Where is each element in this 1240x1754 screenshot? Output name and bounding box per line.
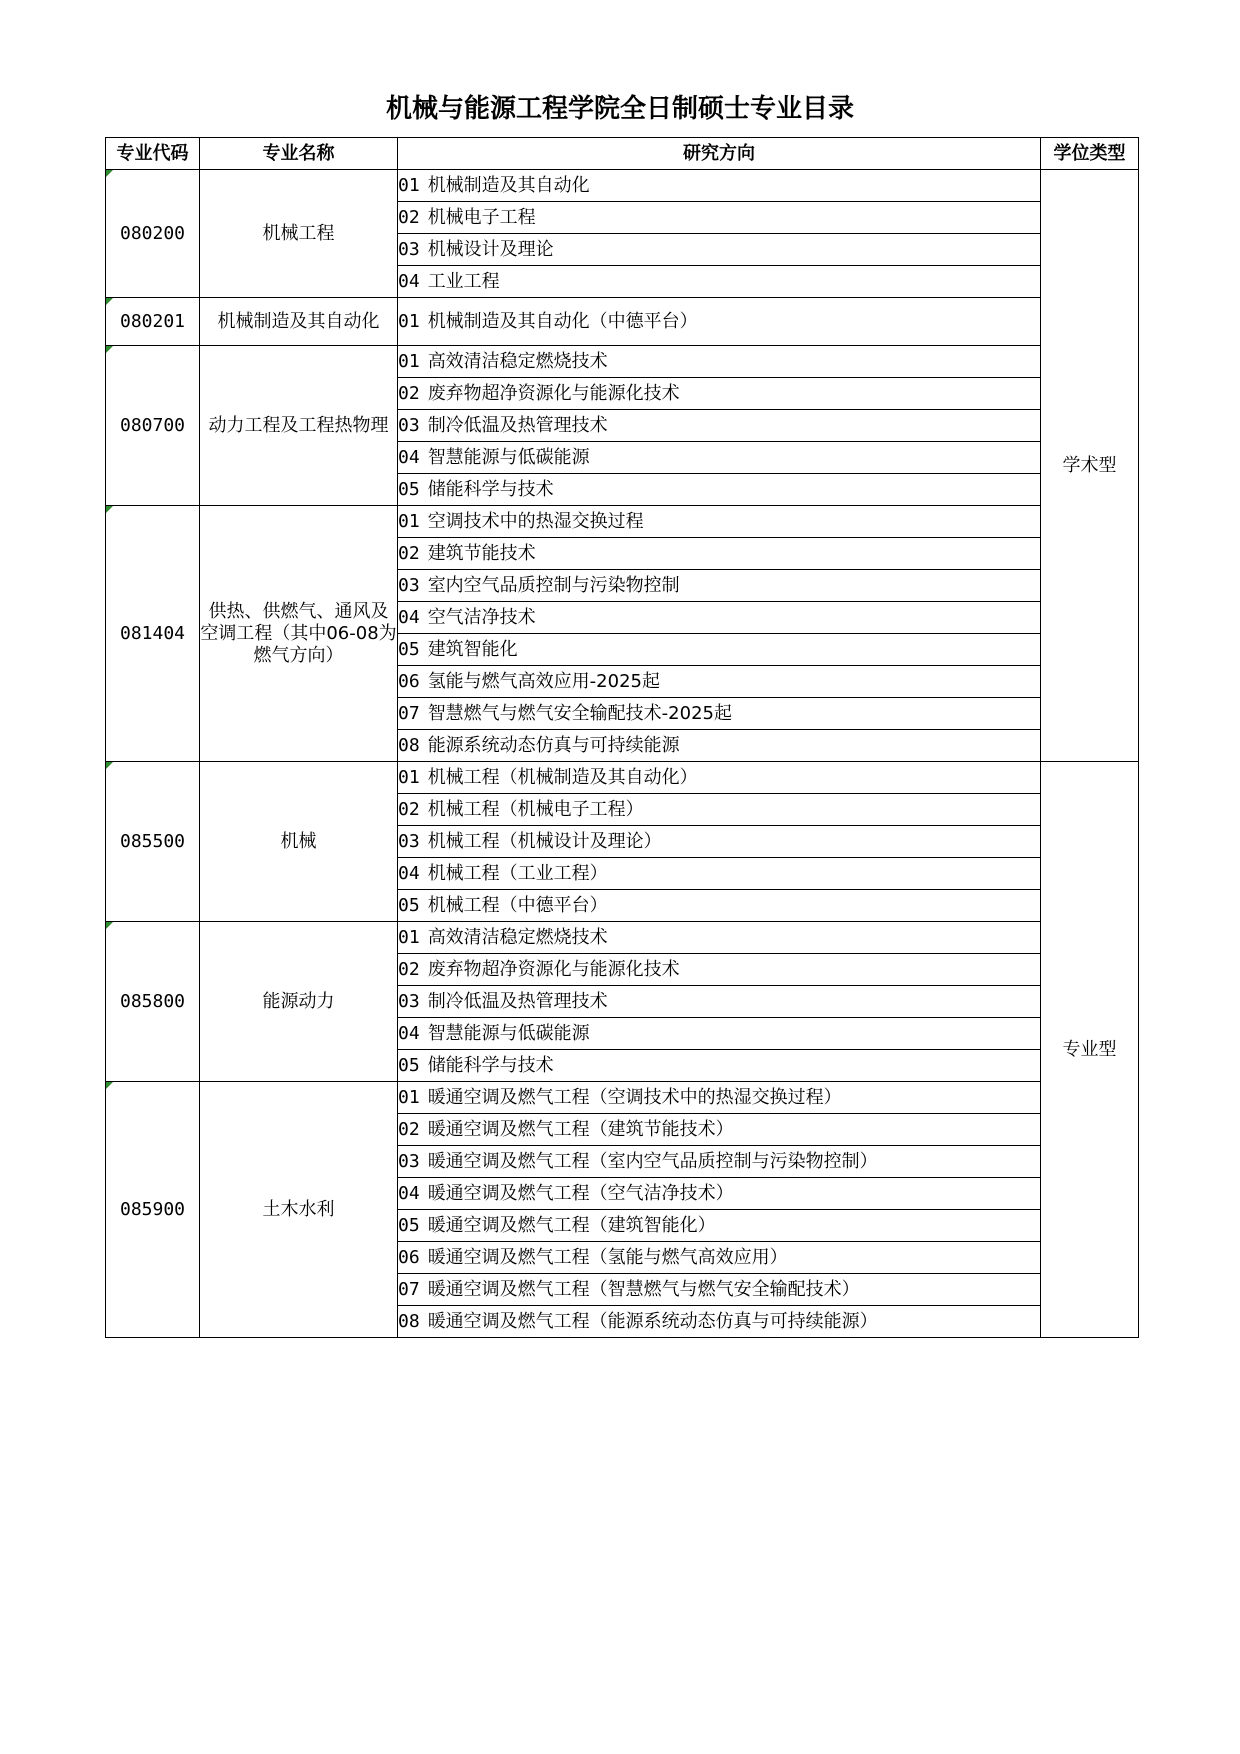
direction-number: 03 (398, 990, 420, 1012)
direction-number: 04 (398, 862, 420, 884)
direction-text: 暖通空调及燃气工程（室内空气品质控制与污染物控制） (427, 1150, 878, 1172)
research-direction (398, 298, 1041, 346)
direction-text: 暖通空调及燃气工程（空气洁净技术） (427, 1182, 734, 1204)
direction-text: 高效清洁稳定燃烧技术 (427, 350, 608, 372)
direction-number: 07 (398, 1278, 420, 1300)
direction-number: 04 (398, 1182, 420, 1204)
research-direction (398, 410, 1041, 442)
program-code: 080700 (106, 346, 200, 506)
direction-text: 暖通空调及燃气工程（建筑智能化） (427, 1214, 716, 1236)
direction-number: 01 (398, 174, 420, 196)
direction-number: 05 (398, 478, 420, 500)
direction-text: 智慧能源与低碳能源 (427, 446, 590, 468)
program-name: 动力工程及工程热物理 (200, 346, 398, 506)
direction-number: 02 (398, 958, 420, 980)
program-catalog-table (105, 137, 1139, 1338)
table-row (106, 170, 1139, 202)
research-direction (398, 506, 1041, 538)
direction-text: 智慧燃气与燃气安全输配技术-2025起 (427, 702, 732, 724)
research-direction (398, 858, 1041, 890)
direction-text: 能源系统动态仿真与可持续能源 (427, 734, 680, 756)
research-direction (398, 634, 1041, 666)
program-name: 土木水利 (200, 1082, 398, 1338)
table-row (106, 298, 1139, 346)
header-direction: 研究方向 (398, 138, 1041, 170)
research-direction (398, 1114, 1041, 1146)
research-direction (398, 1146, 1041, 1178)
research-direction (398, 346, 1041, 378)
direction-text: 工业工程 (427, 270, 500, 292)
research-direction (398, 666, 1041, 698)
catalog-body (106, 170, 1139, 1338)
direction-number: 05 (398, 638, 420, 660)
program-name: 供热、供燃气、通风及空调工程（其中06-08为燃气方向） (200, 506, 398, 762)
degree-type-professional: 专业型 (1041, 762, 1139, 1338)
research-direction (398, 826, 1041, 858)
direction-number: 02 (398, 542, 420, 564)
research-direction (398, 570, 1041, 602)
direction-text: 暖通空调及燃气工程（能源系统动态仿真与可持续能源） (427, 1310, 878, 1332)
direction-number: 08 (398, 734, 420, 756)
research-direction (398, 954, 1041, 986)
program-code: 085500 (106, 762, 200, 922)
table-row (106, 922, 1139, 954)
direction-number: 01 (398, 766, 420, 788)
direction-text: 机械工程（机械电子工程） (427, 798, 644, 820)
header-name: 专业名称 (200, 138, 398, 170)
direction-text: 机械工程（机械设计及理论） (427, 830, 662, 852)
research-direction (398, 794, 1041, 826)
direction-number: 07 (398, 702, 420, 724)
direction-text: 制冷低温及热管理技术 (427, 414, 608, 436)
direction-text: 室内空气品质控制与污染物控制 (427, 574, 680, 596)
direction-number: 06 (398, 670, 420, 692)
program-name: 机械制造及其自动化 (200, 298, 398, 346)
direction-number: 04 (398, 446, 420, 468)
direction-text: 机械工程（机械制造及其自动化） (427, 766, 698, 788)
research-direction (398, 474, 1041, 506)
direction-number: 02 (398, 206, 420, 228)
research-direction (398, 890, 1041, 922)
direction-number: 03 (398, 830, 420, 852)
research-direction (398, 1018, 1041, 1050)
research-direction (398, 170, 1041, 202)
direction-number: 04 (398, 270, 420, 292)
direction-number: 04 (398, 1022, 420, 1044)
program-code: 080200 (106, 170, 200, 298)
research-direction (398, 234, 1041, 266)
program-code: 080201 (106, 298, 200, 346)
direction-text: 机械电子工程 (427, 206, 536, 228)
direction-text: 暖通空调及燃气工程（智慧燃气与燃气安全输配技术） (427, 1278, 860, 1300)
direction-text: 废弃物超净资源化与能源化技术 (427, 382, 680, 404)
direction-text: 建筑节能技术 (427, 542, 536, 564)
direction-number: 02 (398, 382, 420, 404)
direction-text: 建筑智能化 (427, 638, 518, 660)
direction-text: 机械制造及其自动化 (427, 174, 590, 196)
direction-text: 暖通空调及燃气工程（空调技术中的热湿交换过程） (427, 1086, 842, 1108)
direction-text: 智慧能源与低碳能源 (427, 1022, 590, 1044)
program-code: 085900 (106, 1082, 200, 1338)
research-direction (398, 602, 1041, 634)
direction-number: 01 (398, 926, 420, 948)
research-direction (398, 1082, 1041, 1114)
research-direction (398, 202, 1041, 234)
direction-number: 05 (398, 1054, 420, 1076)
header-row (106, 138, 1139, 170)
program-name: 能源动力 (200, 922, 398, 1082)
research-direction (398, 538, 1041, 570)
page-title: 机械与能源工程学院全日制硕士专业目录 (385, 94, 854, 124)
direction-number: 01 (398, 310, 420, 332)
research-direction (398, 1050, 1041, 1082)
direction-number: 03 (398, 414, 420, 436)
research-direction (398, 1242, 1041, 1274)
direction-text: 储能科学与技术 (427, 478, 554, 500)
direction-text: 废弃物超净资源化与能源化技术 (427, 958, 680, 980)
research-direction (398, 762, 1041, 794)
direction-number: 01 (398, 1086, 420, 1108)
research-direction (398, 266, 1041, 298)
table-row (106, 346, 1139, 378)
research-direction (398, 1178, 1041, 1210)
direction-number: 02 (398, 798, 420, 820)
table-row (106, 506, 1139, 538)
direction-number: 03 (398, 238, 420, 260)
research-direction (398, 378, 1041, 410)
direction-text: 空气洁净技术 (427, 606, 536, 628)
header-degree: 学位类型 (1041, 138, 1139, 170)
table-row (106, 762, 1139, 794)
direction-number: 01 (398, 510, 420, 532)
program-name: 机械 (200, 762, 398, 922)
direction-text: 暖通空调及燃气工程（氢能与燃气高效应用） (427, 1246, 788, 1268)
degree-type-academic: 学术型 (1041, 170, 1139, 762)
direction-text: 机械制造及其自动化（中德平台） (427, 310, 698, 332)
research-direction (398, 442, 1041, 474)
direction-number: 06 (398, 1246, 420, 1268)
research-direction (398, 922, 1041, 954)
direction-text: 高效清洁稳定燃烧技术 (427, 926, 608, 948)
program-name: 机械工程 (200, 170, 398, 298)
direction-number: 01 (398, 350, 420, 372)
direction-text: 机械工程（工业工程） (427, 862, 608, 884)
direction-number: 04 (398, 606, 420, 628)
direction-text: 氢能与燃气高效应用-2025起 (427, 670, 660, 692)
research-direction (398, 698, 1041, 730)
header-code: 专业代码 (106, 138, 200, 170)
direction-text: 储能科学与技术 (427, 1054, 554, 1076)
direction-text: 空调技术中的热湿交换过程 (427, 510, 644, 532)
direction-text: 暖通空调及燃气工程（建筑节能技术） (427, 1118, 734, 1140)
direction-number: 03 (398, 1150, 420, 1172)
direction-text: 机械工程（中德平台） (427, 894, 608, 916)
direction-text: 机械设计及理论 (427, 238, 554, 260)
research-direction (398, 986, 1041, 1018)
direction-number: 05 (398, 894, 420, 916)
program-code: 081404 (106, 506, 200, 762)
research-direction (398, 1210, 1041, 1242)
program-code: 085800 (106, 922, 200, 1082)
direction-number: 03 (398, 574, 420, 596)
direction-number: 02 (398, 1118, 420, 1140)
research-direction (398, 730, 1041, 762)
research-direction (398, 1306, 1041, 1338)
direction-text: 制冷低温及热管理技术 (427, 990, 608, 1012)
direction-number: 08 (398, 1310, 420, 1332)
direction-number: 05 (398, 1214, 420, 1236)
research-direction (398, 1274, 1041, 1306)
table-row (106, 1082, 1139, 1114)
